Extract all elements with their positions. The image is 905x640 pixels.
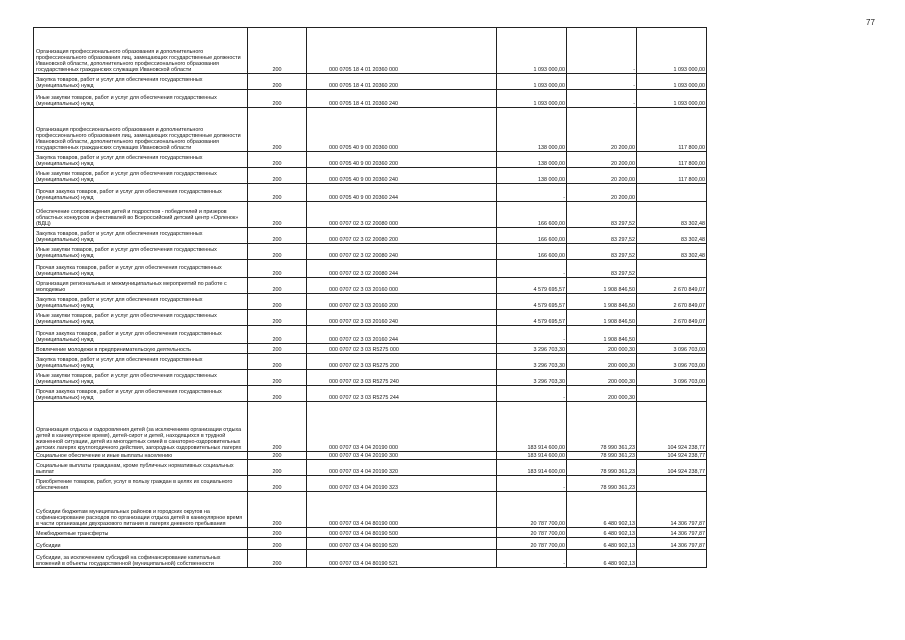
table-row [34, 202, 707, 228]
row-name-cell: Прочая закупка товаров, работ и услуг для обеспечения государственных (муниципальных) нужд [34, 326, 248, 344]
row-unexecuted-cell: 3 096 703,00 [637, 354, 707, 370]
row-unexecuted-cell: 83 302,48 [637, 202, 707, 228]
row-executed-cell: - [567, 90, 637, 108]
row-line-code-cell: 200 [248, 294, 307, 310]
row-executed-cell: 83 297,52 [567, 244, 637, 260]
row-line-code-cell: 200 [248, 386, 307, 402]
row-name-cell: Прочая закупка товаров, работ и услуг для обеспечения государственных (муниципальных) нужд [34, 260, 248, 278]
row-line-code-cell: 200 [248, 168, 307, 184]
row-unexecuted-cell: 14 306 797,87 [637, 492, 707, 528]
row-executed-cell: 78 990 361,23 [567, 476, 637, 492]
row-unexecuted-cell: 2 670 849,07 [637, 294, 707, 310]
table-row [34, 528, 707, 538]
table-row [34, 326, 707, 344]
row-approved-cell: 3 296 703,30 [497, 344, 567, 354]
row-executed-cell: 1 908 846,50 [567, 278, 637, 294]
row-budget-code-cell: 000 0707 02 3 02 20080 244 [307, 260, 497, 278]
row-unexecuted-cell: 104 924 238,77 [637, 460, 707, 476]
row-approved-cell: 1 093 000,00 [497, 90, 567, 108]
row-budget-code-cell: 000 0707 03 4 04 80190 500 [307, 528, 497, 538]
row-unexecuted-cell: 117 800,00 [637, 168, 707, 184]
table-row [34, 278, 707, 294]
row-budget-code-cell: 000 0707 02 3 03 R5275 244 [307, 386, 497, 402]
row-unexecuted-cell [637, 326, 707, 344]
row-approved-cell: 20 787 700,00 [497, 492, 567, 528]
row-executed-cell: 1 908 846,50 [567, 326, 637, 344]
table-row [34, 294, 707, 310]
row-approved-cell: 4 579 695,57 [497, 294, 567, 310]
row-name-cell: Организация профессионального образования и дополнительного профессионального образования лиц, замещающих государственные должности Ивановской области, дополнительного профессионального образования государственных гражданских служащих Ивановской области [34, 108, 248, 152]
row-line-code-cell: 200 [248, 354, 307, 370]
row-line-code-cell: 200 [248, 28, 307, 74]
row-approved-cell: 1 093 000,00 [497, 74, 567, 90]
row-executed-cell: 6 480 902,13 [567, 492, 637, 528]
row-name-cell: Обеспечение сопровождения детей и подростков - победителей и призеров областных конкурсов и фестивалей во Всероссийский детский центр «Орленок» (ВДЦ) [34, 202, 248, 228]
row-budget-code-cell: 000 0705 18 4 01 20360 200 [307, 74, 497, 90]
table-row [34, 168, 707, 184]
table-row [34, 260, 707, 278]
row-approved-cell: 183 914 600,00 [497, 460, 567, 476]
row-executed-cell: 1 908 846,50 [567, 294, 637, 310]
row-unexecuted-cell: 117 800,00 [637, 108, 707, 152]
row-budget-code-cell: 000 0707 02 3 02 20080 240 [307, 244, 497, 260]
table-row [34, 152, 707, 168]
row-budget-code-cell: 000 0707 02 3 03 20160 200 [307, 294, 497, 310]
row-line-code-cell: 200 [248, 90, 307, 108]
row-budget-code-cell: 000 0705 18 4 01 20360 240 [307, 90, 497, 108]
row-unexecuted-cell [637, 550, 707, 568]
row-budget-code-cell: 000 0707 03 4 04 80190 521 [307, 550, 497, 568]
row-name-cell: Социальное обеспечение и иные выплаты населению [34, 452, 248, 460]
row-name-cell: Иные закупки товаров, работ и услуг для обеспечения государственных (муниципальных) нужд [34, 310, 248, 326]
row-name-cell: Субсидии бюджетам муниципальных районов и городских округов на софинансирование расходов по организации отдыха детей в каникулярное время в части организации двухразового питания в лагерях дневного пребывания [34, 492, 248, 528]
table-row [34, 476, 707, 492]
row-executed-cell: 83 297,52 [567, 260, 637, 278]
table-row [34, 370, 707, 386]
row-line-code-cell: 200 [248, 74, 307, 90]
row-unexecuted-cell: 14 306 797,87 [637, 528, 707, 538]
row-name-cell: Закупка товаров, работ и услуг для обеспечения государственных (муниципальных) нужд [34, 228, 248, 244]
row-executed-cell: 20 200,00 [567, 168, 637, 184]
row-name-cell: Социальные выплаты гражданам, кроме публичных нормативных социальных выплат [34, 460, 248, 476]
row-approved-cell: 166 600,00 [497, 202, 567, 228]
row-name-cell: Организация региональных и межмуниципальных мероприятий по работе с молодежью [34, 278, 248, 294]
table-row [34, 108, 707, 152]
row-line-code-cell: 200 [248, 402, 307, 452]
row-executed-cell: 20 200,00 [567, 108, 637, 152]
row-unexecuted-cell: 3 096 703,00 [637, 370, 707, 386]
budget-execution-table [33, 27, 707, 568]
row-name-cell: Организация профессионального образования и дополнительного профессионального образования лиц, замещающих государственные должности Ивановской области, дополнительного профессионального образования государственных гражданских служащих Ивановской области [34, 28, 248, 74]
table-row [34, 452, 707, 460]
row-name-cell: Закупка товаров, работ и услуг для обеспечения государственных (муниципальных) нужд [34, 152, 248, 168]
row-budget-code-cell: 000 0705 40 9 00 20360 000 [307, 108, 497, 152]
row-unexecuted-cell: 104 924 238,77 [637, 452, 707, 460]
row-line-code-cell: 200 [248, 244, 307, 260]
row-budget-code-cell: 000 0707 02 3 02 20080 200 [307, 228, 497, 244]
row-approved-cell: - [497, 184, 567, 202]
row-unexecuted-cell [637, 260, 707, 278]
table-row [34, 344, 707, 354]
row-line-code-cell: 200 [248, 452, 307, 460]
row-approved-cell: - [497, 260, 567, 278]
row-approved-cell: 20 787 700,00 [497, 528, 567, 538]
row-line-code-cell: 200 [248, 108, 307, 152]
row-line-code-cell: 200 [248, 370, 307, 386]
table-row [34, 74, 707, 90]
row-budget-code-cell: 000 0705 40 9 00 20360 200 [307, 152, 497, 168]
row-executed-cell: 6 480 902,13 [567, 538, 637, 550]
row-unexecuted-cell: 83 302,48 [637, 228, 707, 244]
row-unexecuted-cell [637, 386, 707, 402]
row-budget-code-cell: 000 0707 02 3 03 20160 244 [307, 326, 497, 344]
row-approved-cell: 166 600,00 [497, 228, 567, 244]
row-approved-cell: 3 296 703,30 [497, 354, 567, 370]
row-line-code-cell: 200 [248, 528, 307, 538]
row-unexecuted-cell: 2 670 849,07 [637, 310, 707, 326]
row-unexecuted-cell: 117 800,00 [637, 152, 707, 168]
row-name-cell: Субсидии [34, 538, 248, 550]
row-approved-cell: 4 579 695,57 [497, 278, 567, 294]
row-executed-cell: - [567, 28, 637, 74]
row-executed-cell: 200 000,30 [567, 344, 637, 354]
row-unexecuted-cell [637, 476, 707, 492]
row-executed-cell: 6 480 902,13 [567, 528, 637, 538]
table-row [34, 460, 707, 476]
row-name-cell: Вовлечение молодежи в предпринимательскую деятельность [34, 344, 248, 354]
row-line-code-cell: 200 [248, 184, 307, 202]
row-executed-cell: 1 908 846,50 [567, 310, 637, 326]
table-row [34, 386, 707, 402]
row-name-cell: Прочая закупка товаров, работ и услуг для обеспечения государственных (муниципальных) нужд [34, 386, 248, 402]
table-row [34, 402, 707, 452]
row-budget-code-cell: 000 0707 03 4 04 20190 300 [307, 452, 497, 460]
row-line-code-cell: 200 [248, 476, 307, 492]
table-row [34, 550, 707, 568]
row-budget-code-cell: 000 0707 02 3 03 R5275 240 [307, 370, 497, 386]
row-unexecuted-cell: 1 093 000,00 [637, 90, 707, 108]
row-line-code-cell: 200 [248, 202, 307, 228]
row-approved-cell: 138 000,00 [497, 168, 567, 184]
row-approved-cell: - [497, 550, 567, 568]
row-unexecuted-cell: 3 096 703,00 [637, 344, 707, 354]
row-approved-cell: - [497, 386, 567, 402]
row-approved-cell: 138 000,00 [497, 108, 567, 152]
row-budget-code-cell: 000 0707 03 4 04 80190 520 [307, 538, 497, 550]
row-approved-cell: 1 093 000,00 [497, 28, 567, 74]
row-approved-cell: - [497, 326, 567, 344]
row-line-code-cell: 200 [248, 228, 307, 244]
row-executed-cell: - [567, 74, 637, 90]
table-row [34, 354, 707, 370]
table-row [34, 244, 707, 260]
row-unexecuted-cell: 14 306 797,87 [637, 538, 707, 550]
row-budget-code-cell: 000 0707 02 3 03 20160 000 [307, 278, 497, 294]
row-executed-cell: 83 297,52 [567, 202, 637, 228]
row-executed-cell: 78 990 361,23 [567, 460, 637, 476]
row-unexecuted-cell: 83 302,48 [637, 244, 707, 260]
row-line-code-cell: 200 [248, 278, 307, 294]
row-line-code-cell: 200 [248, 460, 307, 476]
row-name-cell: Приобретение товаров, работ, услуг в пользу граждан в целях их социального обеспечения [34, 476, 248, 492]
row-unexecuted-cell [637, 184, 707, 202]
row-name-cell: Прочая закупка товаров, работ и услуг для обеспечения государственных (муниципальных) нужд [34, 184, 248, 202]
table-body [34, 28, 707, 568]
row-name-cell: Субсидии, за исключением субсидий на софинансирование капитальных вложений в объекты государственной (муниципальной) собственности [34, 550, 248, 568]
row-executed-cell: 78 990 361,23 [567, 452, 637, 460]
row-executed-cell: 200 000,30 [567, 354, 637, 370]
row-budget-code-cell: 000 0705 40 9 00 20360 244 [307, 184, 497, 202]
row-approved-cell: 183 914 600,00 [497, 402, 567, 452]
row-budget-code-cell: 000 0707 03 4 04 80190 000 [307, 492, 497, 528]
row-approved-cell: 4 579 695,57 [497, 310, 567, 326]
row-name-cell: Иные закупки товаров, работ и услуг для обеспечения государственных (муниципальных) нужд [34, 244, 248, 260]
row-executed-cell: 78 990 361,23 [567, 402, 637, 452]
row-approved-cell: 20 787 700,00 [497, 538, 567, 550]
row-budget-code-cell: 000 0707 02 3 03 R5275 000 [307, 344, 497, 354]
row-executed-cell: 200 000,30 [567, 370, 637, 386]
table-row [34, 28, 707, 74]
row-name-cell: Закупка товаров, работ и услуг для обеспечения государственных (муниципальных) нужд [34, 294, 248, 310]
row-line-code-cell: 200 [248, 344, 307, 354]
row-executed-cell: 83 297,52 [567, 228, 637, 244]
row-unexecuted-cell: 1 093 000,00 [637, 28, 707, 74]
row-approved-cell: - [497, 476, 567, 492]
page-number: 77 [866, 18, 875, 27]
row-executed-cell: 6 480 902,13 [567, 550, 637, 568]
table-row [34, 310, 707, 326]
row-name-cell: Закупка товаров, работ и услуг для обеспечения государственных (муниципальных) нужд [34, 354, 248, 370]
table-row [34, 538, 707, 550]
row-budget-code-cell: 000 0707 03 4 04 20190 323 [307, 476, 497, 492]
row-approved-cell: 3 296 703,30 [497, 370, 567, 386]
row-unexecuted-cell: 104 924 238,77 [637, 402, 707, 452]
row-line-code-cell: 200 [248, 260, 307, 278]
row-line-code-cell: 200 [248, 492, 307, 528]
row-approved-cell: 183 914 600,00 [497, 452, 567, 460]
row-approved-cell: 138 000,00 [497, 152, 567, 168]
table-row [34, 228, 707, 244]
row-budget-code-cell: 000 0707 02 3 03 20160 240 [307, 310, 497, 326]
row-executed-cell: 20 200,00 [567, 184, 637, 202]
row-unexecuted-cell: 1 093 000,00 [637, 74, 707, 90]
row-executed-cell: 200 000,30 [567, 386, 637, 402]
row-line-code-cell: 200 [248, 550, 307, 568]
row-budget-code-cell: 000 0705 18 4 01 20360 000 [307, 28, 497, 74]
row-budget-code-cell: 000 0707 02 3 02 20080 000 [307, 202, 497, 228]
row-name-cell: Организация отдыха и оздоровления детей (за исключением организации отдыха детей в каникулярное время), детей-сирот и детей, находящихся в трудной жизненной ситуации, детей из многодетных семей в санаторно-оздоровительных детских лагерях круглогодичного действия, загородных оздоровительных лагерях [34, 402, 248, 452]
row-budget-code-cell: 000 0707 03 4 04 20190 320 [307, 460, 497, 476]
row-name-cell: Иные закупки товаров, работ и услуг для обеспечения государственных (муниципальных) нужд [34, 90, 248, 108]
row-budget-code-cell: 000 0707 03 4 04 20190 000 [307, 402, 497, 452]
row-line-code-cell: 200 [248, 152, 307, 168]
table-row [34, 90, 707, 108]
row-unexecuted-cell: 2 670 849,07 [637, 278, 707, 294]
table-row [34, 184, 707, 202]
row-name-cell: Иные закупки товаров, работ и услуг для обеспечения государственных (муниципальных) нужд [34, 370, 248, 386]
row-line-code-cell: 200 [248, 538, 307, 550]
row-line-code-cell: 200 [248, 326, 307, 344]
table-row [34, 492, 707, 528]
row-executed-cell: 20 200,00 [567, 152, 637, 168]
row-name-cell: Межбюджетные трансферты [34, 528, 248, 538]
row-name-cell: Закупка товаров, работ и услуг для обеспечения государственных (муниципальных) нужд [34, 74, 248, 90]
row-budget-code-cell: 000 0705 40 9 00 20360 240 [307, 168, 497, 184]
row-approved-cell: 166 600,00 [497, 244, 567, 260]
row-budget-code-cell: 000 0707 02 3 03 R5275 200 [307, 354, 497, 370]
row-line-code-cell: 200 [248, 310, 307, 326]
row-name-cell: Иные закупки товаров, работ и услуг для обеспечения государственных (муниципальных) нужд [34, 168, 248, 184]
